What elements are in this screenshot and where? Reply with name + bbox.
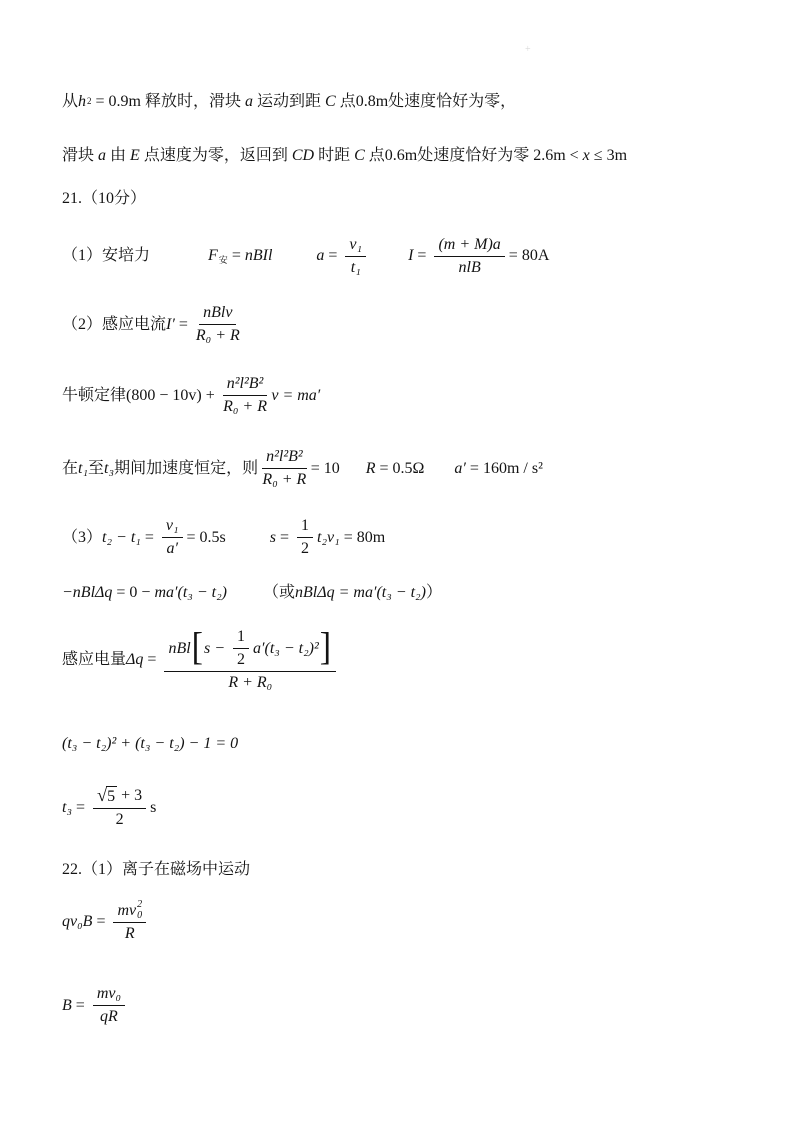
radicand: 5 — [107, 788, 116, 805]
math-var: CD — [291, 147, 315, 164]
question-22-heading — [62, 860, 250, 880]
formula-current — [408, 235, 549, 278]
fraction — [297, 516, 313, 559]
math-subscript: 安 — [218, 255, 228, 265]
math-equals: = — [276, 528, 294, 546]
math-expr: −nBlΔq — [62, 584, 113, 601]
math-equals: = — [413, 247, 431, 265]
question-21-heading — [62, 189, 146, 209]
math-result: = 10 — [310, 459, 340, 477]
text-run: 点速度为零，返回到 — [139, 147, 292, 164]
stray-mark: + — [525, 44, 531, 55]
math-var: a — [245, 93, 253, 110]
math-expr: (800 − 10v) + — [126, 386, 219, 404]
math-equals: = 0 − — [112, 584, 155, 601]
solution-21-quadratic — [62, 734, 238, 754]
math-expr: (t₃ − t₂)² + (t₃ − t₂) − 1 = 0 — [62, 735, 239, 752]
math-var: a′ — [454, 459, 466, 477]
solution-21-induced-charge — [62, 627, 340, 693]
math-var: a — [98, 147, 107, 164]
math-expr: qv₀B — [62, 913, 93, 930]
stacked-sub-sup — [137, 900, 142, 921]
fraction-numerator — [164, 627, 336, 672]
solution-21-part1 — [62, 226, 549, 286]
left-bracket: [ — [191, 626, 203, 669]
fraction-denominator: R₀ + R — [195, 327, 240, 344]
fraction-denominator: nlB — [458, 258, 481, 276]
math-var: I — [408, 247, 414, 265]
fraction-denominator: a′ — [166, 540, 178, 557]
fraction — [434, 235, 504, 278]
math-result: = 80m — [339, 528, 386, 546]
para-release-condition — [62, 92, 516, 112]
math-equals: = — [71, 996, 89, 1014]
math-expr: a′(t₃ − t₂)² — [253, 639, 319, 657]
fraction — [93, 984, 125, 1027]
fraction — [223, 374, 268, 417]
solution-22-field-result — [62, 984, 129, 1027]
math-result: = 160m / s² — [465, 459, 543, 477]
math-var: s — [269, 528, 277, 546]
math-result: = 0.5Ω — [375, 459, 425, 477]
math-var: I′ — [166, 315, 175, 333]
formula-ampere-force — [184, 226, 272, 286]
fraction — [196, 303, 240, 346]
heading-text: 22.（1）离子在磁场中运动 — [62, 861, 251, 878]
text-run: 牛顿定律 — [62, 386, 127, 404]
math-var: E — [130, 147, 140, 164]
text-run: 点0.6m处速度恰好为零 2.6m < — [364, 147, 583, 164]
fraction-numerator: n²l²B² — [223, 374, 268, 396]
fraction-numerator: v₁ — [162, 516, 183, 538]
text-run: 至 — [88, 459, 105, 477]
math-expr: t₂v₁ — [317, 528, 340, 546]
math-expr: nBlΔq = ma′(t₃ − t₂) — [295, 584, 426, 601]
text-run: 时距 — [314, 147, 355, 164]
math-expr: s − — [203, 639, 230, 657]
fraction-numerator — [93, 786, 146, 809]
math-var: h — [78, 93, 87, 110]
inner-fraction — [233, 627, 249, 670]
fraction — [93, 786, 146, 830]
math-equals: = — [324, 247, 342, 265]
solution-21-constant-acceleration — [62, 447, 543, 490]
text-run: 点0.8m处速度恰好为零， — [335, 93, 517, 110]
fraction-denominator: R₀ + R — [223, 398, 267, 415]
fraction-numerator: (m + M)a — [434, 235, 504, 257]
fraction — [345, 235, 366, 278]
math-expr: ma′(t₃ − t₂) — [154, 584, 227, 601]
fraction-numerator: mv₀ — [93, 984, 125, 1006]
math-var: C — [354, 147, 365, 164]
fraction-denominator: t₁ — [350, 258, 361, 276]
math-expr: + 3 — [117, 787, 143, 804]
fraction-numerator: nBlv — [199, 303, 236, 325]
math-var: t₃ — [62, 799, 73, 816]
math-equals: = — [72, 799, 90, 816]
fraction-denominator: R + R₀ — [228, 674, 273, 691]
text-run: 运动到距 — [253, 93, 326, 110]
part-label: （1）安培力 — [62, 247, 151, 265]
math-expr: mv — [117, 901, 137, 919]
math-var: t₁ — [78, 459, 89, 477]
fraction-numerator: v₁ — [345, 235, 366, 257]
fraction — [162, 516, 183, 559]
fraction-denominator: 2 — [301, 540, 310, 557]
math-subscript: 0 — [137, 909, 143, 921]
text-run: 在 — [62, 459, 79, 477]
math-var: C — [325, 93, 336, 110]
solution-21-t3-result — [62, 786, 156, 830]
math-result: = 80A — [508, 247, 550, 265]
fraction-denominator: R — [124, 925, 135, 942]
fraction-denominator: R₀ + R — [262, 471, 307, 488]
fraction-numerator: n²l²B² — [262, 447, 307, 469]
math-equals: = — [227, 247, 245, 264]
math-equals: = — [92, 913, 110, 930]
math-equals: = — [140, 528, 158, 546]
math-var: Δq — [126, 651, 144, 668]
text-run: ≤ 3m — [589, 147, 628, 164]
text-run: ） — [425, 584, 442, 601]
fraction-numerator: 1 — [297, 516, 313, 538]
fraction — [164, 627, 336, 693]
math-var: F — [208, 247, 218, 264]
math-var: B — [62, 996, 72, 1014]
text-run: 期间加速度恒定，则 — [114, 459, 259, 477]
fraction-numerator — [113, 900, 146, 923]
math-var: x — [582, 147, 590, 164]
math-unit: s — [150, 799, 157, 816]
solution-21-newton-law — [62, 374, 320, 417]
fraction — [113, 900, 146, 944]
math-equals: = — [143, 651, 161, 668]
formula-acceleration — [316, 235, 370, 278]
para-return-condition — [62, 146, 627, 166]
fraction — [262, 447, 307, 490]
text-run: （或 — [262, 584, 295, 601]
math-result: = ma′ — [278, 386, 321, 404]
math-var: R — [365, 459, 376, 477]
part-label: （2）感应电流 — [62, 315, 167, 333]
right-bracket: ] — [319, 626, 332, 669]
text-run: 释放时，滑块 — [144, 93, 245, 110]
math-expr: nBIl — [244, 247, 273, 264]
math-expr: nBl — [168, 639, 191, 657]
math-superscript: 2 — [137, 899, 143, 910]
part-label: （3） — [62, 528, 103, 546]
text-run: 由 — [106, 147, 131, 164]
fraction-numerator: 1 — [233, 627, 249, 649]
math-subscript: 2 — [87, 96, 92, 107]
fraction-denominator: 2 — [115, 811, 124, 828]
text-run: 滑块 — [62, 147, 99, 164]
fraction-denominator: qR — [100, 1008, 118, 1025]
math-var: a — [316, 247, 325, 265]
text-run: 从 — [62, 93, 79, 110]
solution-21-impulse-equation — [62, 583, 442, 603]
math-equals: = — [174, 315, 192, 333]
math-var: v — [271, 386, 279, 404]
text-run: 感应电量 — [62, 651, 127, 668]
solution-21-part3 — [62, 516, 385, 559]
heading-text: 21.（10分） — [62, 190, 147, 207]
text-run: = 0.9m — [91, 93, 145, 110]
math-result: = 0.5s — [186, 528, 226, 546]
solution-22-lorentz-equation — [62, 900, 150, 944]
fraction-denominator: 2 — [237, 651, 246, 668]
radical-sign: √ — [97, 785, 108, 805]
math-var: t₃ — [104, 459, 115, 477]
solution-21-part2-induced-current — [62, 303, 244, 346]
square-root — [97, 786, 117, 807]
math-expr: t₂ − t₁ — [102, 528, 141, 546]
